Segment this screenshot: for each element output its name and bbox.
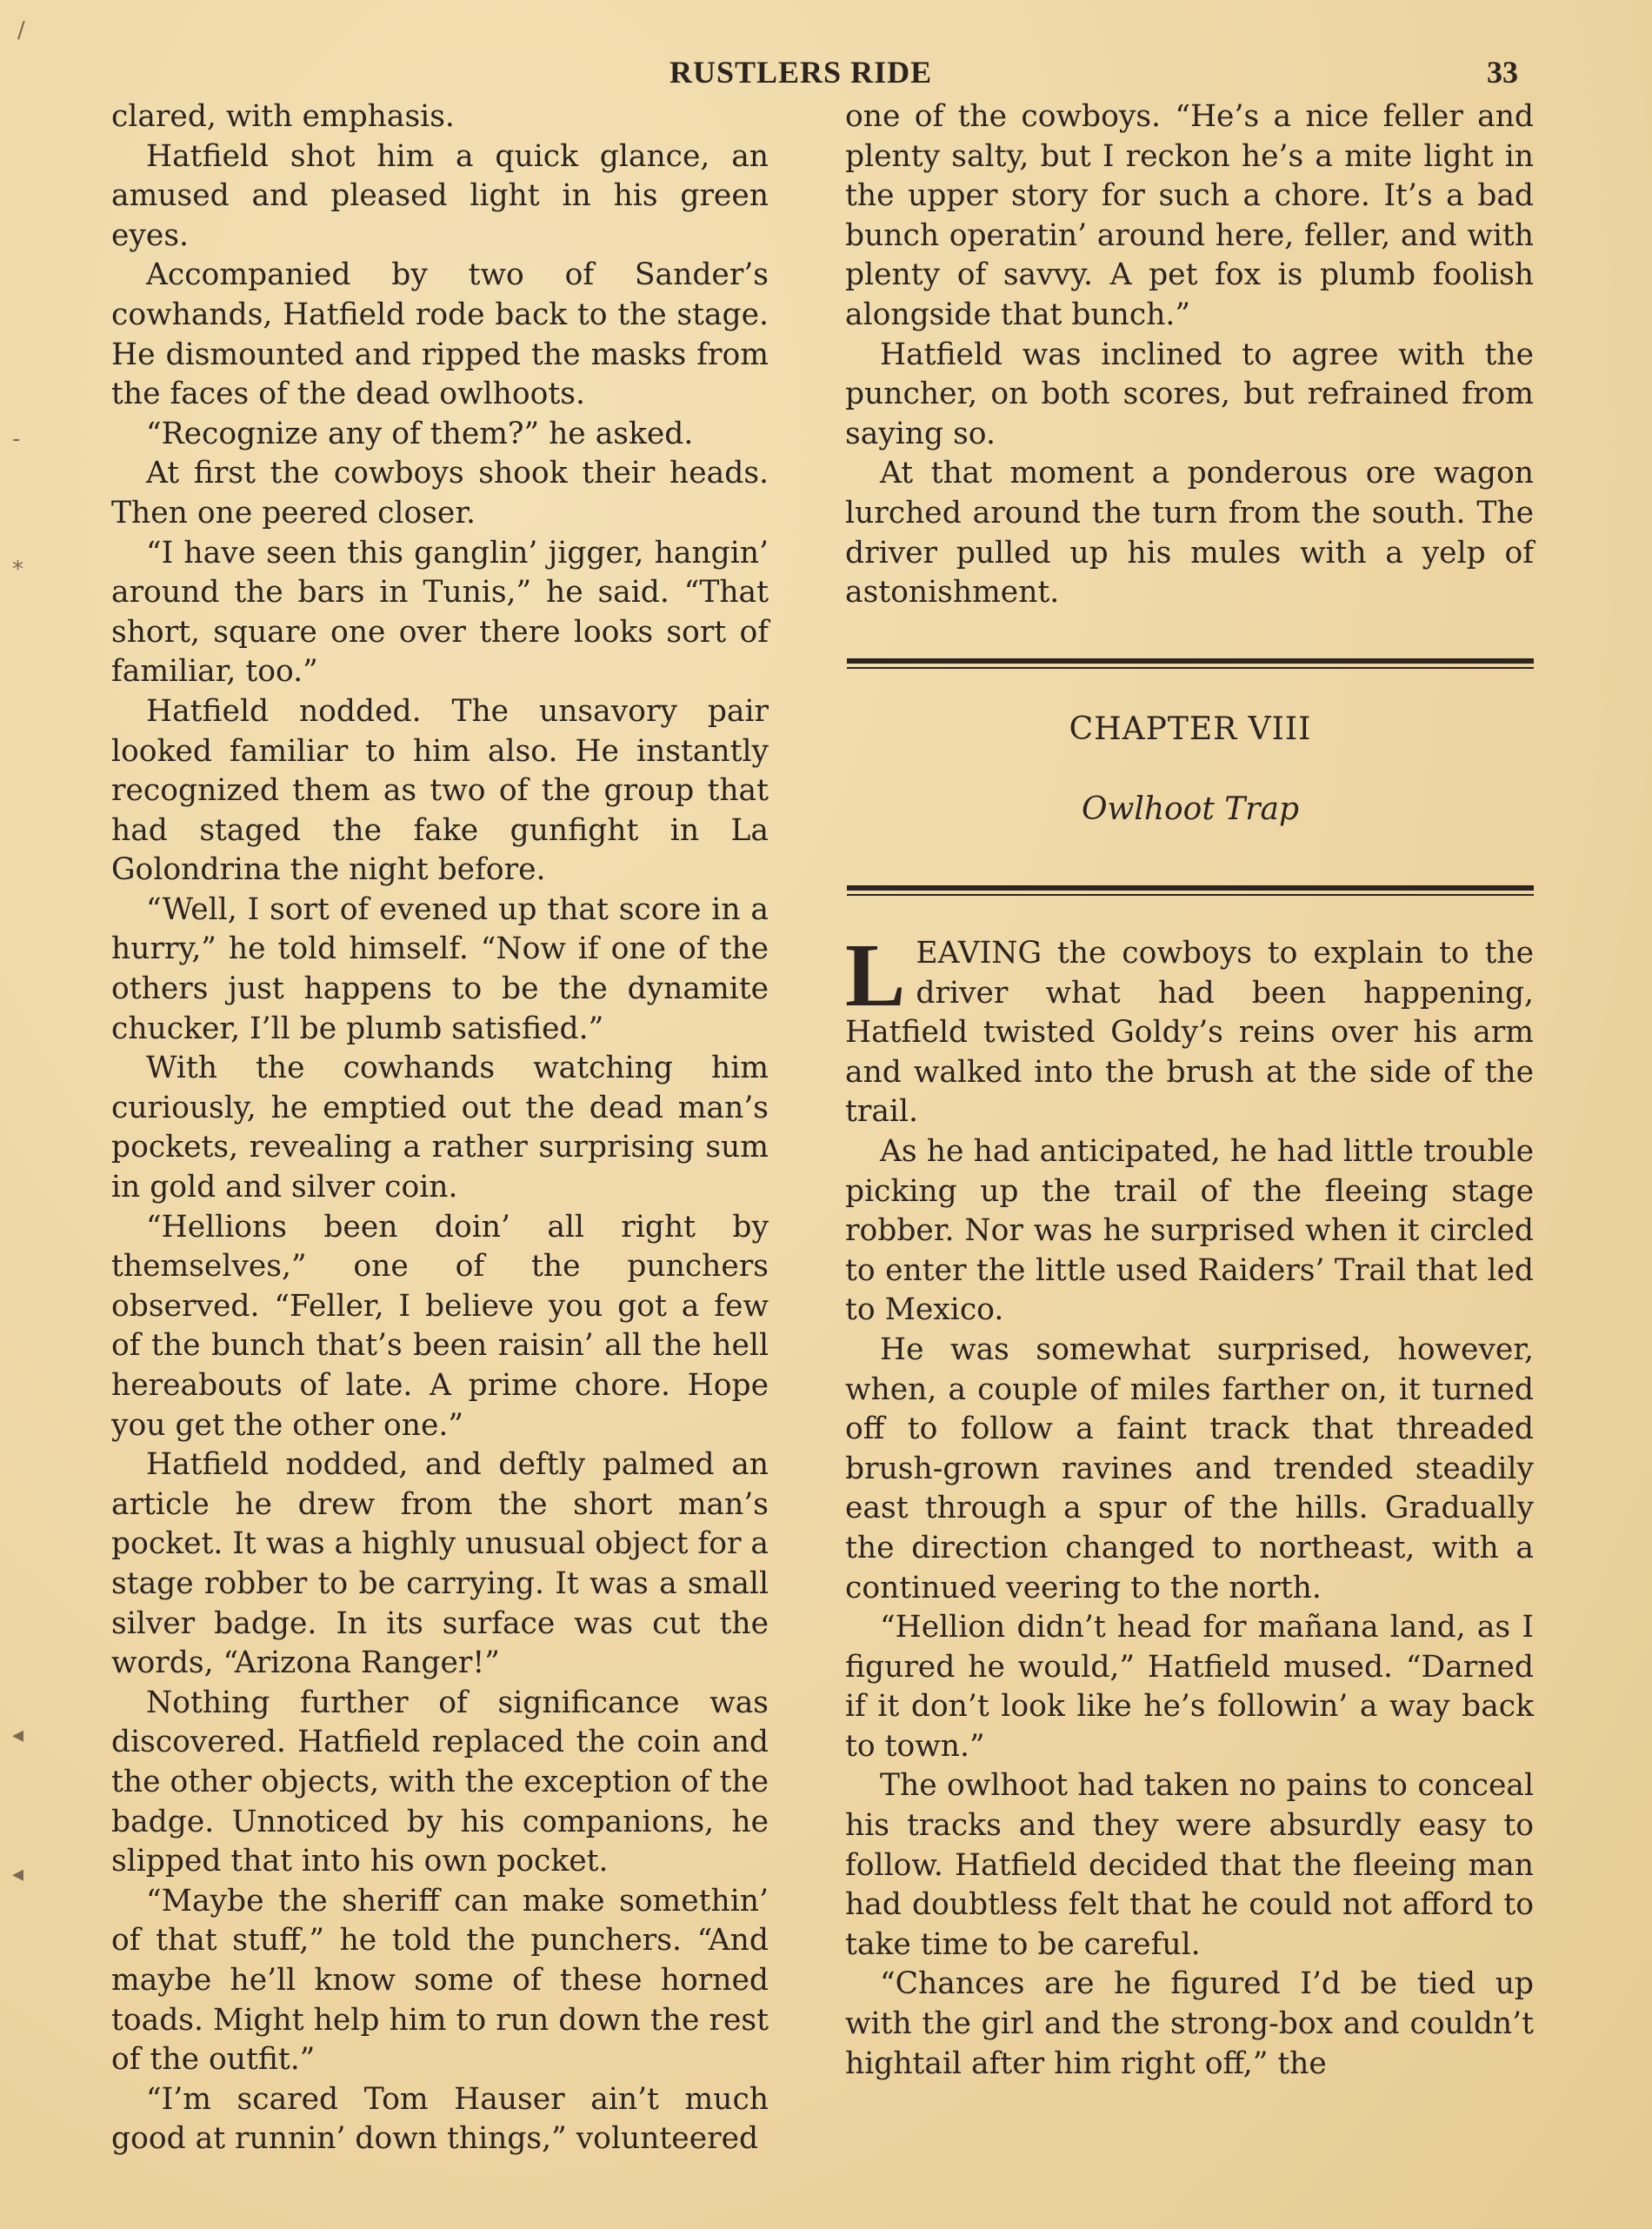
chapter-heading: CHAPTER VIII: [1069, 711, 1312, 747]
paragraph: “Hellion didn’t head for mañana land, as I figured he would,” Hatfield mused. “Darned if it don’t look like he’s followin’ a way back to town.”: [845, 1610, 1534, 1764]
right-column-bottom: [845, 925, 1534, 2084]
paragraph: Nothing further of significance was discovered. Hatfield replaced the coin and the other objects, with the exception of the badge. Unnoticed by his companions, he slipped that into his own pocket.: [111, 1685, 769, 1879]
paragraph: With the cowhands watching him curiously, he emptied out the dead man’s pockets, revealing a rather surprising sum in gold and silver coin.: [111, 1051, 769, 1205]
paragraph: Hatfield was inclined to agree with the puncher, on both scores, but refrained from saying so.: [845, 337, 1534, 451]
page-number: 33: [1487, 55, 1518, 90]
chapter-opening-paragraph: [845, 925, 1534, 1132]
paragraph: “Maybe the sheriff can make somethin’ of that stuff,” he told the punchers. “And maybe he’ll know some of these horned toads. Might help him to run down the rest of the outfit.”: [111, 1883, 769, 2078]
paragraph: clared, with emphasis.: [111, 99, 455, 134]
chapter-rule-top: [847, 658, 1534, 669]
left-column: [111, 97, 769, 2159]
paragraph: The owlhoot had taken no pains to conceal his tracks and they were absurdly easy to follow. Hatfield decided that the fleeing man had doubtless felt that he could not afford to take time to be careful.: [845, 1768, 1534, 1962]
running-header: [0, 50, 1652, 94]
paragraph: “Well, I sort of evened up that score in a hurry,” he told himself. “Now if one of the others just happens to be the dynamite chucker, I’ll be plumb satisfied.”: [111, 891, 769, 1046]
paragraph: “I’m scared Tom Hauser ain’t much good at runnin’ down things,” volunteered: [111, 2081, 769, 2157]
paragraph: “Hellions been doin’ all right by themselves,” one of the punchers observed. “Feller, I believe you got a few of the bunch that’s been raisin’ all the hell hereabouts of late. A prime chore. Hope you get the other one.”: [111, 1209, 769, 1443]
paragraph: “Recognize any of them?” he asked.: [146, 416, 694, 451]
margin-smudge: -: [12, 426, 21, 452]
right-column-top: [845, 97, 1534, 613]
paragraph: Hatfield shot him a quick glance, an amused and pleased light in his green eyes.: [111, 138, 769, 253]
paragraph: Hatfield nodded. The unsavory pair looked familiar to him also. He instantly recognized them as two of the group that had staged the fake gunfight in La Golondrina the night before.: [111, 693, 769, 888]
paragraph: At that moment a ponderous ore wagon lurched around the turn from the south. The driver pulled up his mules with a yelp of astonishment.: [845, 456, 1534, 611]
chapter-title: Owlhoot Trap: [1081, 791, 1299, 827]
running-title: RUSTLERS RIDE: [669, 55, 933, 90]
chapter-rule-bottom: [847, 885, 1534, 896]
margin-smudge: *: [12, 557, 23, 583]
paragraph: “Chances are he figured I’d be tied up with the girl and the strong-box and couldn’t hightail after him right off,” the: [845, 1966, 1534, 2081]
opening-text: EAVING the cowboys to explain to the driver what had been happening, Hatfield twisted Goldy’s reins over his arm and walked into the brush at the side of the trail.: [845, 936, 1534, 1130]
margin-smudge: /: [17, 17, 25, 43]
paragraph: Hatfield nodded, and deftly palmed an article he drew from the short man’s pocket. It was a highly unusual object for a stage robber to be carrying. It was a small silver badge. In its surface was cut the words, “Arizona Ranger!”: [111, 1447, 769, 1681]
paragraph: Accompanied by two of Sander’s cowhands, Hatfield rode back to the stage. He dismounted and ripped the masks from the faces of the dead owlhoots.: [111, 257, 769, 412]
paragraph: At first the cowboys shook their heads. Then one peered closer.: [111, 456, 769, 531]
paragraph: one of the cowboys. “He’s a nice feller and plenty salty, but I reckon he’s a mite light in the upper story for such a chore. It’s a bad bunch operatin’ around here, feller, and with plenty of savvy. A pet fox is plumb foolish alongside that bunch.”: [845, 99, 1534, 332]
paragraph: He was somewhat surprised, however, when, a couple of miles farther on, it turned off to follow a faint track that threaded brush-grown ravines and trended steadily east through a spur of the hills. Gradually the direction changed to northeast, with a continued veering to the north.: [845, 1331, 1534, 1605]
margin-smudge: ◂: [12, 1722, 24, 1748]
margin-smudge: ◂: [12, 1861, 24, 1887]
paragraph: “I have seen this ganglin’ jigger, hangin’ around the bars in Tunis,” he said. “That short, square one over there looks sort of familiar, too.”: [111, 535, 769, 690]
drop-cap: L: [845, 925, 906, 1025]
paragraph: As he had anticipated, he had little trouble picking up the trail of the fleeing stage robber. Nor was he surprised when it circled to enter the little used Raiders’ Trail that led to Mexico.: [845, 1133, 1534, 1328]
